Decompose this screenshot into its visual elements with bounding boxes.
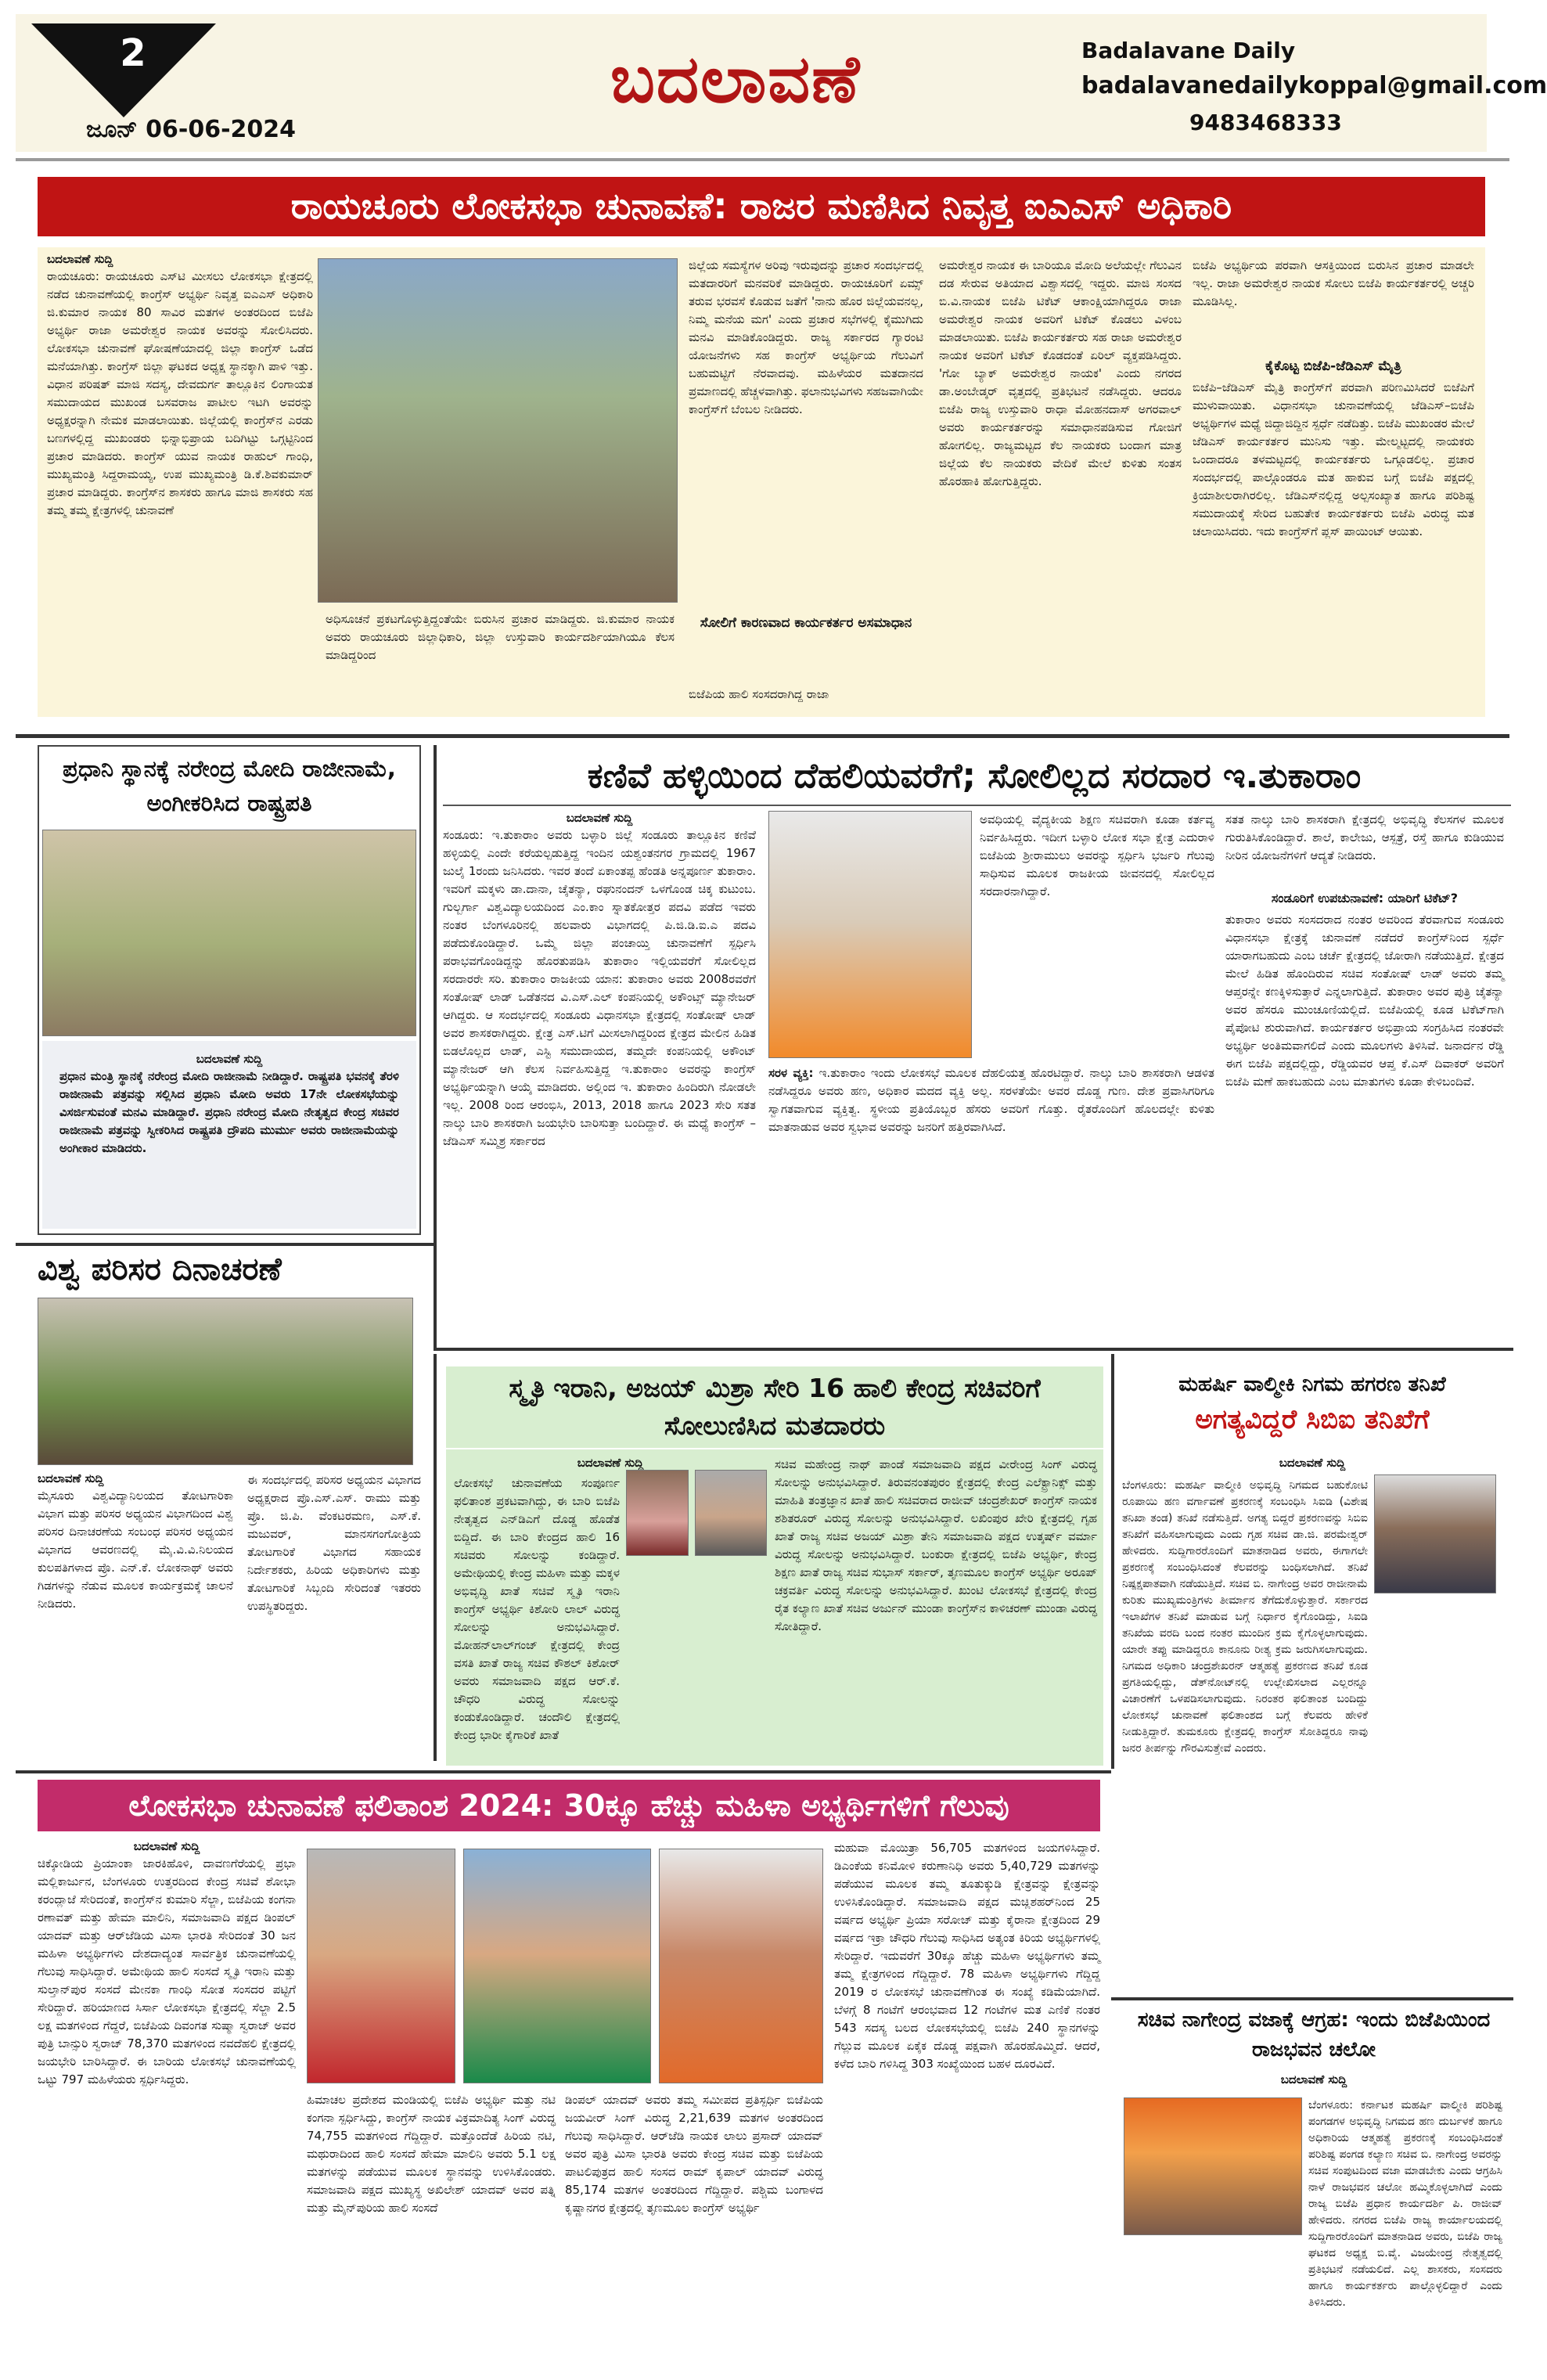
story-raichur-text3: ಜಿಲ್ಲೆಯ ಸಮಸ್ಯೆಗಳ ಅರಿವು ಇರುವುದನ್ನು ಪ್ರಚಾರ ಸಂದರ್ಭದಲ್ಲಿ ಮತದಾರರಿಗೆ ಮನವರಿಕೆ ಮಾಡಿದ್ದರು. ರಾಯಚೂರಿಗೆ ಏಮ್ಸ್ ತರುವ ಭರವಸೆ ಕೊಡುವ ಜತೆಗೆ 'ನಾನು ಹೊರ ಜಿಲ್ಲೆಯವನಲ್ಲ, ನಿಮ್ಮ ಮನೆಯ ಮಗ' ಎಂದು ಪ್ರಚಾರ ಸಭೆಗಳಲ್ಲಿ ಕೈಮುಗಿದು ಮನವಿ ಮಾಡಿಕೊಂಡಿದ್ದರು. ರಾಜ್ಯ ಸರ್ಕಾರದ ಗ್ಯಾರಂಟಿ ಯೋಜನೆಗಳು ಸಹ ಕಾಂಗ್ರೆಸ್ ಅಭ್ಯರ್ಥಿಯ ಗೆಲುವಿಗೆ ಬಹುಮಟ್ಟಿಗೆ ನೆರವಾದವು. ಮಹಿಳೆಯರ ಮತದಾನದ ಪ್ರಮಾಣದಲ್ಲಿ ಹೆಚ್ಚಳವಾಗಿತ್ತು. ಫಲಾನುಭವಿಗಳು ಸಹಜವಾಗಿಯೇ ಕಾಂಗ್ರೆಸ್‌ಗೆ ಬೆಂಬಲ ನೀಡಿದರು. — [689, 258, 923, 416]
story-modi-body — [42, 1041, 416, 1229]
story-women-col1 — [38, 1839, 296, 2371]
newspaper-logo: ಬದಲಾವಣೆ — [610, 41, 862, 117]
story-modi-headline: ಪ್ರಧಾನಿ ಸ್ಥಾನಕ್ಕೆ ನರೇಂದ್ರ ಮೋದಿ ರಾಜೀನಾಮೆ, ಅಂಗೀಕರಿಸಿದ ರಾಷ್ಟ್ರಪತಿ — [63, 755, 396, 816]
story-tukaram-subhead: ಸಂಡೂರಿಗೆ ಉಪಚುನಾವಣೆ: ಯಾರಿಗೆ ಟಿಕೆಟ್? — [1271, 891, 1459, 906]
story-nagendra-text-b — [1124, 2240, 1502, 2373]
story-smriti-text2: ಸಚಿವ ಮಹೇಂದ್ರ ನಾಥ್ ಪಾಂಡೆ ಸಮಾಜವಾದಿ ಪಕ್ಷದ ವೀರೇಂದ್ರ ಸಿಂಗ್ ವಿರುದ್ಧ ಸೋಲನ್ನು ಅನುಭವಿಸಿದ್ದಾರೆ. ತಿರುವನಂತಪುರಂ ಕ್ಷೇತ್ರದಲ್ಲಿ ಕೇಂದ್ರ ಎಲೆಕ್ಟ್ರಾನಿಕ್ಸ್ ಮತ್ತು ಮಾಹಿತಿ ತಂತ್ರಜ್ಞಾನ ಖಾತೆ ಹಾಲಿ ಸಚಿವರಾದ ರಾಜೀವ್ ಚಂದ್ರಶೇಖರ್ ಕಾಂಗ್ರೆಸ್ ನಾಯಕ ಶಶಿತರೂರ್ ವಿರುದ್ಧ ಸೋಲನ್ನು ಅನುಭವಿಸಿದ್ದಾರೆ. ಲಖಿಂಪುರ ಖೇರಿ ಕ್ಷೇತ್ರದಲ್ಲಿ ಗೃಹ ಖಾತೆ ರಾಜ್ಯ ಸಚಿವ ಅಜಯ್ ಮಿಶ್ರಾ ತೇನಿ ಸಮಾಜವಾದಿ ಪಕ್ಷದ ಉತ್ಕರ್ಷ್ ವರ್ಮಾ ವಿರುದ್ಧ ಸೋಲನ್ನು ಅನುಭವಿಸಿದ್ದಾರೆ. ಬಂಕುರಾ ಕ್ಷೇತ್ರದಲ್ಲಿ ಬಿಜೆಪಿ ಅಭ್ಯರ್ಥಿ, ಕೇಂದ್ರ ಶಿಕ್ಷಣ ಖಾತೆ ರಾಜ್ಯ ಸಚಿವ ಸುಭಾಸ್ ಸರ್ಕಾರ್, ತೃಣಮೂಲ ಕಾಂಗ್ರೆಸ್ ಅಭ್ಯರ್ಥಿ ಅರೂಪ್ ಚಕ್ರವರ್ತಿ ವಿರುದ್ಧ ಸೋಲನ್ನು ಅನುಭವಿಸಿದ್ದಾರೆ. ಖುಂಟಿ ಲೋಕಸಭೆ ಕ್ಷೇತ್ರದಲ್ಲಿ ಕೇಂದ್ರ ರೈತ ಕಲ್ಯಾಣ ಖಾತೆ ಸಚಿವ ಅರ್ಜುನ್ ಮುಂಡಾ ಕಾಂಗ್ರೆಸ್‌ನ ಕಾಳಿಚರಣ್ ಮುಂಡಾ ವಿರುದ್ಧ ಸೋತಿದ್ದಾರೆ. — [775, 1457, 1097, 1633]
byline: ಬದಲಾವಣೆ ಸುದ್ದಿ — [1280, 2072, 1347, 2087]
story-women-text2: ಹಿಮಾಚಲ ಪ್ರದೇಶದ ಮಂಡಿಯಲ್ಲಿ ಬಿಜೆಪಿ ಅಭ್ಯರ್ಥಿ ಮತ್ತು ನಟಿ ಕಂಗನಾ ಸ್ಪರ್ಧಿಸಿದ್ದು, ಕಾಂಗ್ರೆಸ್ ನಾಯಕ ವಿಕ್ರಮಾದಿತ್ಯ ಸಿಂಗ್ ವಿರುದ್ಧ 74,755 ಮತಗಳಿಂದ ಗೆದ್ದಿದ್ದಾರೆ. ಮತ್ತೊಂದೆಡೆ ಹಿರಿಯ ನಟಿ, ಮಥುರಾದಿಂದ ಹಾಲಿ ಸಂಸದೆ ಹೇಮಾ ಮಾಲಿನಿ ಅವರು 5.1 ಲಕ್ಷ ಮತಗಳನ್ನು ಪಡೆಯುವ ಮೂಲಕ ಸ್ಥಾನವನ್ನು ಉಳಿಸಿಕೊಂಡರು. ಸಮಾಜವಾದಿ ಪಕ್ಷದ ಮುಖ್ಯಸ್ಥ ಅಖಿಲೇಶ್ ಯಾದವ್ ಅವರ ಪತ್ನಿ ಮತ್ತು ಮೈನ್‌ಪುರಿಯ ಹಾಲಿ ಸಂಸದೆ — [307, 2093, 556, 2215]
woman-mp-photo-1 — [307, 1849, 455, 2083]
story-environment-text2: ಈ ಸಂದರ್ಭದಲ್ಲಿ ಪರಿಸರ ಅಧ್ಯಯನ ವಿಭಾಗದ ಅಧ್ಯಕ್ಷರಾದ ಪ್ರೊ.ಎಸ್.ಎಸ್. ರಾಮು ಮತ್ತು ಪ್ರೊ. ಜಿ.ಪಿ. ವೆಂಕಟರಮಣ, ಎಸ್.ಕೆ. ಮಜುವರ್, ಮಾನಸಗಂಗೋತ್ರಿಯ ತೋಟಗಾರಿಕೆ ವಿಭಾಗದ ಸಹಾಯಕ ನಿರ್ದೇಶಕರು, ಹಿರಿಯ ಅಧಿಕಾರಿಗಳು ಮತ್ತು ತೋಟಗಾರಿಕೆ ಸಿಬ್ಬಂದಿ ಸೇರಿದಂತೆ ಇತರರು ಉಪಸ್ಥಿತರಿದ್ದರು. — [247, 1473, 421, 1613]
byline: ಬದಲಾವಣೆ ಸುದ್ದಿ — [566, 811, 633, 825]
headline-underline — [443, 805, 1511, 806]
story-environment-text1: ಮೈಸೂರು ವಿಶ್ವವಿದ್ಯಾನಿಲಯದ ತೋಟಗಾರಿಕಾ ವಿಭಾಗ ಮತ್ತು ಪರಿಸರ ಅಧ್ಯಯನ ವಿಭಾಗದಿಂದ ವಿಶ್ವ ಪರಿಸರ ದಿನಾಚರಣೆಯ ಸಂಬಂಧ ಪರಿಸರ ಅಧ್ಯಯನ ವಿಭಾಗದ ಆವರಣದಲ್ಲಿ ಮೈ.ವಿ.ವಿ.ನಿಲಯದ ಕುಲಪತಿಗಳಾದ ಪ್ರೊ. ಎನ್.ಕೆ. ಲೋಕನಾಥ್ ಅವರು ಗಿಡಗಳನ್ನು ನೆಡುವ ಮೂಲಕ ಕಾರ್ಯಕ್ರಮಕ್ಕೆ ಚಾಲನೆ ನೀಡಿದರು. — [38, 1489, 233, 1611]
section-divider — [1111, 1997, 1513, 2000]
byline: ಬದಲಾವಣೆ ಸುದ್ದಿ — [38, 1471, 104, 1485]
story-tukaram-text2b-body: ಇ.ತುಕಾರಾಂ ಇಂದು ಲೋಕಸಭೆ ಮೂಲಕ ದೆಹಲಿಯತ್ತ ಹೊರಟಿದ್ದಾರೆ. ನಾಲ್ಕು ಬಾರಿ ಶಾಸಕರಾಗಿ ಆಡಳಿತ ನಡೆಸಿದ್ದರೂ ಅವರು ಹಣ, ಅಧಿಕಾರ ಮದದ ವ್ಯಕ್ತಿ ಅಲ್ಲ. ಸರಳತೆಯೇ ಅವರ ದೊಡ್ಡ ಗುಣ. ದೇಶ ಪ್ರವಾಸಿಗರಿಗೂ ಸ್ವಾಗತವಾಗುವ ವ್ಯಕ್ತಿತ್ವ. ಸ್ಥಳೀಯ ಪ್ರತಿಯೊಬ್ಬರ ಹೆಸರು ಅವರಿಗೆ ಗೊತ್ತು. ರೈತರೊಂದಿಗೆ ಹೊಲದಲ್ಲೇ ಕುಳಿತು ಮಾತನಾಡುವ ಅವರ ಸ್ವಭಾವ ಅವರನ್ನು ಜನರಿಗೆ ಹತ್ತಿರವಾಗಿಸಿದೆ. — [768, 1066, 1214, 1134]
story-tukaram-text3: ಸತತ ನಾಲ್ಕು ಬಾರಿ ಶಾಸಕರಾಗಿ ಕ್ಷೇತ್ರದಲ್ಲಿ ಅಭಿವೃದ್ಧಿ ಕೆಲಸಗಳ ಮೂಲಕ ಗುರುತಿಸಿಕೊಂಡಿದ್ದಾರೆ. ಶಾಲೆ, ಕಾಲೇಜು, ಆಸ್ಪತ್ರೆ, ರಸ್ತೆ ಹಾಗೂ ಕುಡಿಯುವ ನೀರಿನ ಯೋಜನೆಗಳಿಗೆ ಆದ್ಯತೆ ನೀಡಿದರು. — [1225, 812, 1504, 862]
masthead-divider — [16, 158, 1509, 161]
story-tukaram-col3 — [1225, 811, 1504, 1351]
story-women-text3: ಡಿಂಪಲ್ ಯಾದವ್ ಅವರು ತಮ್ಮ ಸಮೀಪದ ಪ್ರತಿಸ್ಪರ್ಧಿ ಬಿಜೆಪಿಯ ಜಯವೀರ್ ಸಿಂಗ್ ವಿರುದ್ಧ 2,21,639 ಮತಗಳ ಅಂತರದಿಂದ ಗೆಲುವು ಸಾಧಿಸಿದ್ದಾರೆ. ಆರ್‌ಜೆಡಿ ನಾಯಕ ಲಾಲು ಪ್ರಸಾದ್ ಯಾದವ್ ಅವರ ಪುತ್ರಿ ಮಿಸಾ ಭಾರತಿ ಅವರು ಕೇಂದ್ರ ಸಚಿವ ಮತ್ತು ಬಿಜೆಪಿಯ ಪಾಟಲಿಪುತ್ರದ ಹಾಲಿ ಸಂಸದ ರಾಮ್ ಕೃಪಾಲ್ ಯಾದವ್ ವಿರುದ್ಧ 85,174 ಮತಗಳ ಅಂತರದಿಂದ ಗೆದ್ದಿದ್ದಾರೆ. ಪಶ್ಚಿಮ ಬಂಗಾಳದ ಕೃಷ್ಣಾನಗರ ಕ್ಷೇತ್ರದಲ್ಲಿ ತೃಣಮೂಲ ಕಾಂಗ್ರೆಸ್ ಅಭ್ಯರ್ಥಿ — [565, 2093, 823, 2215]
column-divider — [434, 1354, 437, 1761]
story-women-headline: ಲೋಕಸಭಾ ಚುನಾವಣೆ ಫಲಿತಾಂಶ 2024: 30ಕ್ಕೂ ಹೆಚ್ಚು ಮಹಿಳಾ ಅಭ್ಯರ್ಥಿಗಳಿಗೆ ಗೆಲುವು — [38, 1780, 1100, 1831]
rajeev-chandrasekhar-photo — [695, 1470, 767, 1556]
story-environment-col1 — [38, 1471, 233, 1753]
story-tukaram-text3b: ತುಕಾರಾಂ ಅವರು ಸಂಸದರಾದ ನಂತರ ಅವರಿಂದ ತೆರವಾಗುವ ಸಂಡೂರು ವಿಧಾನಸಭಾ ಕ್ಷೇತ್ರಕ್ಕೆ ಚುನಾವಣೆ ನಡೆದರೆ ಕಾಂಗ್ರೆಸ್‌ನಿಂದ ಸ್ಪರ್ಧೆ ಯಾರಾಗಬಹುದು ಎಂಬ ಚರ್ಚೆ ಕ್ಷೇತ್ರದಲ್ಲಿ ಜೋರಾಗಿ ನಡೆಯುತ್ತಿದೆ. ಕ್ಷೇತ್ರದ ಮೇಲೆ ಹಿಡಿತ ಹೊಂದಿರುವ ಸಚಿವ ಸಂತೋಷ್ ಲಾಡ್ ಅವರು ತಮ್ಮ ಆಪ್ತರನ್ನೇ ಕಣಕ್ಕಿಳಿಸುತ್ತಾರೆ ಎನ್ನಲಾಗುತ್ತಿದೆ. ತುಕಾರಾಂ ಅವರ ಪುತ್ರಿ ಚೈತನ್ಯಾ ಅವರ ಹೆಸರೂ ಮುಂಚೂಣಿಯಲ್ಲಿದೆ. ಬಿಜೆಪಿಯಲ್ಲಿ ಕೂಡ ಟಿಕೆಟ್‌ಗಾಗಿ ಪೈಪೋಟಿ ಶುರುವಾಗಿದೆ. ಕಾರ್ಯಕರ್ತರ ಅಭಿಪ್ರಾಯ ಸಂಗ್ರಹಿಸಿದ ನಂತರವೇ ಅಭ್ಯರ್ಥಿ ಅಂತಿಮವಾಗಲಿದೆ ಎಂದು ಮೂಲಗಳು ತಿಳಿಸಿವೆ. ಜನಾರ್ದನ ರೆಡ್ಡಿ ಈಗ ಬಿಜೆಪಿ ಪಕ್ಷದಲ್ಲಿದ್ದು, ರೆಡ್ಡಿಯವರ ಆಪ್ತ ಕೆ.ಎಸ್ ದಿವಾಕರ್ ಅವರಿಗೆ ಬಿಜೆಪಿ ಮಣೆ ಹಾಕಬಹುದು ಎಂಬ ಮಾತುಗಳು ಕೂಡಾ ಕೇಳಿಬಂದಿವೆ. — [1225, 913, 1504, 1089]
column-divider — [434, 745, 437, 1348]
story-smriti-text1a: ಲೋಕಸಭೆ ಚುನಾವಣೆಯ ಸಂಪೂರ್ಣ ಫಲಿತಾಂಶ ಪ್ರಕಟವಾಗಿದ್ದು, ಈ ಬಾರಿ ಬಿಜೆಪಿ ನೇತೃತ್ವದ ಎನ್‌ಡಿಎಗೆ ದೊಡ್ಡ ಹೊಡೆತ ಬಿದ್ದಿದೆ. ಈ ಬಾರಿ ಕೇಂದ್ರದ ಹಾಲಿ 16 ಸಚಿವರು ಸೋಲನ್ನು ಕಂಡಿದ್ದಾರೆ. ಅಮೇಥಿಯಲ್ಲಿ ಕೇಂದ್ರ ಮಹಿಳಾ ಮತ್ತು ಮಕ್ಕಳ ಅಭಿವೃದ್ಧಿ ಖಾತೆ ಸಚಿವೆ ಸ್ಮೃತಿ ಇರಾನಿ ಕಾಂಗ್ರೆಸ್ ಅಭ್ಯರ್ಥಿ ಕಿಶೋರಿ ಲಾಲ್ ವಿರುದ್ಧ ಸೋಲನ್ನು ಅನುಭವಿಸಿದ್ದಾರೆ. ಮೋಹನ್‌ಲಾಲ್‌ಗಂಜ್ ಕ್ಷೇತ್ರದಲ್ಲಿ ಕೇಂದ್ರ ವಸತಿ ಖಾತೆ ರಾಜ್ಯ ಸಚಿವ ಕೌಶಲ್ ಕಿಶೋರ್ ಅವರು ಸಮಾಜವಾದಿ ಪಕ್ಷದ ಆರ್.ಕೆ. ಚೌಧರಿ ವಿರುದ್ಧ ಸೋಲನ್ನು ಕಂಡುಕೊಂಡಿದ್ದಾರೆ. ಚಂದೌಲಿ ಕ್ಷೇತ್ರದಲ್ಲಿ ಕೇಂದ್ರ ಭಾರೀ ಕೈಗಾರಿಕೆ ಖಾತೆ — [454, 1476, 620, 1742]
story-raichur-text5: ಬಿಜೆಪಿ ಅಭ್ಯರ್ಥಿಯ ಪರವಾಗಿ ಆಸಕ್ತಿಯಿಂದ ಬಿರುಸಿನ ಪ್ರಚಾರ ಮಾಡಲೇ ಇಲ್ಲ. ರಾಜಾ ಅಮರೇಶ್ವರ ನಾಯಕ ಸೋಲು ಬಿಜೆಪಿ ಕಾರ್ಯಕರ್ತರಲ್ಲಿ ಅಚ್ಚರಿ ಮೂಡಿಸಿಲ್ಲ. — [1193, 258, 1474, 308]
parameshwar-photo — [1374, 1474, 1496, 1593]
story-raichur-subhead2: ಕೈಕೊಟ್ಟ ಬಿಜೆಪಿ-ಜೆಡಿಎಸ್ ಮೈತ್ರಿ — [1265, 358, 1401, 374]
issue-date: ಜೂನ್ 06-06-2024 — [86, 116, 297, 143]
story-valmiki-text-b — [1122, 1598, 1499, 1989]
story-tukaram-text1: ಸಂಡೂರು: ಇ.ತುಕಾರಾಂ ಅವರು ಬಳ್ಳಾರಿ ಜಿಲ್ಲೆ ಸಂಡೂರು ತಾಲ್ಲೂಕಿನ ಕಣಿವೆ ಹಳ್ಳಿಯಲ್ಲಿ ಎಂದೇ ಕರೆಯಲ್ಪಡುತ್ತಿದ್ದ ಇಂದಿನ ಯಶ್ವಂತನಗರ ಗ್ರಾಮದಲ್ಲಿ 1967 ಜುಲೈ 1ರಂದು ಜನಿಸಿದರು. ಇವರ ತಂದೆ ಏಕಾಂತಪ್ಪ ಹೆಂಡತಿ ಅನ್ನಪೂರ್ಣ ತುಕಾರಾಂ. ಇವರಿಗೆ ಮಕ್ಕಳು ಡಾ.ದಾನಾ, ಚೈತನ್ಯಾ, ರಘುನಂದನ್ ಒಳಗೊಂಡ ಚಿಕ್ಕ ಕುಟುಂಬ. ಗುಲ್ಬರ್ಗಾ ವಿಶ್ವವಿದ್ಯಾಲಯದಿಂದ ಎಂ.ಕಾಂ ಸ್ನಾತಕೋತ್ತರ ಪದವಿ ಪಡೆದ ಇವರು ನಂತರ ಬೆಂಗಳೂರಿನಲ್ಲಿ ಹಲವಾರು ವಿಭಾಗದಲ್ಲಿ ಪಿ.ಜಿ.ಡಿ.ಐ.ಎ ಪದವಿ ಪಡೆದುಕೊಂಡಿದ್ದಾರೆ. ಒಮ್ಮೆ ಜಿಲ್ಲಾ ಪಂಚಾಯ್ತಿ ಚುನಾವಣೆಗೆ ಸ್ಪರ್ಧಿಸಿ ಪರಾಭವಗೊಂಡಿದ್ದನ್ನು ಹೊರತುಪಡಿಸಿ ತುಕಾರಾಂ ಇಲ್ಲಿಯವರೆಗೆ ಸೋಲಿಲ್ಲದ ಸರದಾರರೇ ಸರಿ. ತುಕಾರಾಂ ರಾಜಕೀಯ ಯಾನ: ತುಕಾರಾಂ ಅವರು 2008ರವರೆಗೆ ಸಂತೋಷ್ ಲಾಡ್ ಒಡೆತನದ ವಿ.ಎಸ್.ಎಲ್ ಕಂಪನಿಯಲ್ಲಿ ಅಕೌಂಟ್ಸ್ ಮ್ಯಾನೇಜರ್ ಆಗಿದ್ದರು. ಆ ಸಂದರ್ಭದಲ್ಲಿ ಸಂಡೂರು ವಿಧಾನಸಭಾ ಕ್ಷೇತ್ರದಲ್ಲಿ ಸಂತೋಷ್ ಲಾಡ್ ಅವರ ಶಾಸಕರಾಗಿದ್ದರು. ಕ್ಷೇತ್ರ ಎಸ್‌.ಟಿಗೆ ಮೀಸಲಾಗಿದ್ದರಿಂದ ಕ್ಷೇತ್ರದ ಮೇಲಿನ ಹಿಡಿತ ಬಿಡಲೊಲ್ಲದ ಲಾಡ್, ಎಸ್ಟಿ ಸಮುದಾಯದ, ತಮ್ಮದೇ ಕಂಪನಿಯಲ್ಲಿ ಅಕೌಂಟ್ ಮ್ಯಾನೇಜರ್ ಆಗಿ ಕೆಲಸ ನಿರ್ವಹಿಸುತ್ತಿದ್ದ ಇ.ತುಕಾರಾಂ ಅವರನ್ನು ಕಾಂಗ್ರೆಸ್ ಅಭ್ಯರ್ಥಿಯನ್ನಾಗಿ ಆಯ್ಕೆ ಮಾಡಿದರು. ಅಲ್ಲಿಂದ ಇ. ತುಕಾರಾಂ ಹಿಂದಿರುಗಿ ನೋಡಲೇ ಇಲ್ಲ. 2008 ರಿಂದ ಆರಂಭಿಸಿ, 2013, 2018 ಹಾಗೂ 2023 ಸೇರಿ ಸತತ ನಾಲ್ಕು ಬಾರಿ ಶಾಸಕರಾಗಿ ಜಯಭೇರಿ ಬಾರಿಸುತ್ತಾ ಬಂದಿದ್ದಾರೆ. ಈ ಮಧ್ಯೆ ಕಾಂಗ್ರೆಸ್ – ಜೆಡಿಎಸ್ ಸಮ್ಮಿಶ್ರ ಸರ್ಕಾರದ — [443, 828, 756, 1148]
brand-name: Badalavane Daily — [1081, 38, 1296, 63]
story-raichur-caption: ಅಧಿಸೂಚನೆ ಪ್ರಕಟಗೊಳ್ಳುತ್ತಿದ್ದಂತೆಯೇ ಬಿರುಸಿನ ಪ್ರಚಾರ ಮಾಡಿದ್ದರು. ಜಿ.ಕುಮಾರ ನಾಯಕ ಅವರು ರಾಯಚೂರು ಜಿಲ್ಲಾಧಿಕಾರಿ, ಜಿಲ್ಲಾ ಉಸ್ತುವಾರಿ ಕಾರ್ಯದರ್ಶಿಯಾಗಿಯೂ ಕೆಲಸ ಮಾಡಿದ್ದರಿಂದ — [326, 612, 675, 662]
raichur-victory-photo — [318, 258, 678, 603]
byline: ಬದಲಾವಣೆ ಸುದ್ದಿ — [47, 252, 113, 266]
woman-mp-photo-3 — [659, 1849, 823, 2083]
story-tukaram-text2b — [768, 1064, 1214, 1346]
environment-tree-planting-photo — [38, 1298, 413, 1465]
story-raichur-text4: ಅಮರೇಶ್ವರ ನಾಯಕ ಈ ಬಾರಿಯೂ ಮೋದಿ ಅಲೆಯಲ್ಲೇ ಗೆಲುವಿನ ದಡ ಸೇರುವ ಅತಿಯಾದ ವಿಶ್ವಾಸದಲ್ಲಿ ಇದ್ದರು. ಮಾಜಿ ಸಂಸದ ಬಿ.ವಿ.ನಾಯಕ ಬಿಜೆಪಿ ಟಿಕೆಟ್ ಆಕಾಂಕ್ಷಿಯಾಗಿದ್ದರೂ ರಾಜಾ ಅಮರೇಶ್ವರ ನಾಯಕ ಅವರಿಗೆ ಟಿಕೆಟ್ ಕೊಡಲು ವಿಳಂಬ ಮಾಡಲಾಯಿತು. ಬಿಜೆಪಿ ಕಾರ್ಯಕರ್ತರು ಸಹ ರಾಜಾ ಅಮರೇಶ್ವರ ನಾಯಕ ಅವರಿಗೆ ಟಿಕೆಟ್ ಕೊಡದಂತೆ ಏರಿಲ್‌ ವ್ಯಕ್ತಪಡಿಸಿದ್ದರು. 'ಗೋ ಬ್ಯಾಕ್ ಅಮರೇಶ್ವರ ನಾಯಕ' ಎಂದು ನಗರದ ಡಾ.ಅಂಬೇಡ್ಕರ್ ವೃತ್ತದಲ್ಲಿ ಪ್ರತಿಭಟನೆ ನಡೆಸಿದ್ದರು. ಆದರೂ ಬಿಜೆಪಿ ರಾಜ್ಯ ಉಸ್ತುವಾರಿ ರಾಧಾ ಮೋಹನದಾಸ್ ಅಗರವಾಲ್ ಅವರು ಕಾರ್ಯಕರ್ತರನ್ನು ಸಮಾಧಾನಪಡಿಸುವ ಗೋಜಿಗೆ ಹೋಗಲಿಲ್ಲ. ರಾಜ್ಯಮಟ್ಟದ ಕೆಲ ನಾಯಕರು ಬಂದಾಗ ಮಾತ್ರ ಜಿಲ್ಲೆಯ ಕೆಲ ನಾಯಕರು ವೇದಿಕೆ ಮೇಲೆ ಕುಳಿತು ಸಂತಸ ಹೊರಹಾಕಿ ಹೋಗುತ್ತಿದ್ದರು. — [939, 258, 1182, 488]
byline: ಬದಲಾವಣೆ ಸುದ್ದಿ — [1279, 1456, 1346, 1470]
story-nagendra-headline: ಸಚಿವ ನಾಗೇಂದ್ರ ವಜಾಕ್ಕೆ ಆಗ್ರಹ: ಇಂದು ಬಿಜೆಪಿಯಿಂದ ರಾಜಭವನ ಚಲೋ — [1137, 2008, 1491, 2061]
story-women-text1: ಚಿಕ್ಕೋಡಿಯ ಪ್ರಿಯಾಂಕಾ ಜಾರಕಿಹೊಳಿ, ದಾವಣಗೆರೆಯಲ್ಲಿ ಪ್ರಭಾ ಮಲ್ಲಿಕಾರ್ಜುನ, ಬೆಂಗಳೂರು ಉತ್ತರದಿಂದ ಕೇಂದ್ರ ಸಚಿವೆ ಶೋಭಾ ಕರಂದ್ಲಾಜೆ ಸೇರಿದಂತೆ, ಕಾಂಗ್ರೆಸ್‌ನ ಕುಮಾರಿ ಸೆಲ್ಜಾ, ಬಿಜೆಪಿಯ ಕಂಗನಾ ರಣಾವತ್ ಮತ್ತು ಹೇಮಾ ಮಾಲಿನಿ, ಸಮಾಜವಾದಿ ಪಕ್ಷದ ಡಿಂಪಲ್ ಯಾದವ್ ಮತ್ತು ಆರ್‌ಜೆಡಿಯ ಮಿಸಾ ಭಾರತಿ ಸೇರಿದಂತೆ 30 ಜನ ಮಹಿಳಾ ಅಭ್ಯರ್ಥಿಗಳು ದೇಶದಾದ್ಯಂತ ಸಾರ್ವತ್ರಿಕ ಚುನಾವಣೆಯಲ್ಲಿ ಗೆಲುವು ಸಾಧಿಸಿದ್ದಾರೆ. ಅಮೇಥಿಯ ಹಾಲಿ ಸಂಸದೆ ಸ್ಮೃತಿ ಇರಾನಿ ಮತ್ತು ಸುಲ್ತಾನ್‌ಪುರ ಸಂಸದೆ ಮೇನಕಾ ಗಾಂಧಿ ಸೋತ ಸಂಸದರ ಪಟ್ಟಿಗೆ ಸೇರಿದ್ದಾರೆ. ಹರಿಯಾಣದ ಸಿರ್ಸಾ ಲೋಕಸಭಾ ಕ್ಷೇತ್ರದಲ್ಲಿ ಸೆಲ್ಜಾ 2.5 ಲಕ್ಷ ಮತಗಳಿಂದ ಗೆದ್ದರೆ, ಬಿಜೆಪಿಯ ದಿವಂಗತ ಸುಷ್ಮಾ ಸ್ವರಾಜ್ ಅವರ ಪುತ್ರಿ ಬಾನ್ಸುರಿ ಸ್ವರಾಜ್ 78,370 ಮತಗಳಿಂದ ನವದೆಹಲಿ ಕ್ಷೇತ್ರದಲ್ಲಿ ಜಯಭೇರಿ ಬಾರಿಸಿದ್ದಾರೆ. ಈ ಬಾರಿಯ ಲೋಕಸಭೆ ಚುನಾವಣೆಯಲ್ಲಿ ಒಟ್ಟು 797 ಮಹಿಳೆಯರು ಸ್ಪರ್ಧಿಸಿದ್ದರು. — [38, 1856, 296, 2087]
story-tukaram-col1 — [443, 811, 756, 1351]
byline: ಬದಲಾವಣೆ ಸುದ್ದಿ — [133, 1839, 200, 1853]
tukaram-portrait-photo — [768, 811, 972, 1058]
story-raichur-headline: ರಾಯಚೂರು ಲೋಕಸಭಾ ಚುನಾವಣೆ: ರಾಜರ ಮಣಿಸಿದ ನಿವೃತ್ತ ಐಎಎಸ್ ಅಧಿಕಾರಿ — [38, 177, 1485, 236]
story-valmiki-text-a: ಬೆಂಗಳೂರು: ಮಹರ್ಷಿ ವಾಲ್ಮೀಕಿ ಅಭಿವೃದ್ಧಿ ನಿಗಮದ ಬಹುಕೋಟಿ ರೂಪಾಯಿ ಹಣ ವರ್ಗಾವಣೆ ಪ್ರಕರಣಕ್ಕೆ ಸಂಬಂಧಿಸಿ ಸಿಐಡಿ (ವಿಶೇಷ ತನಿಖಾ ತಂಡ) ತನಿಖೆ ನಡೆಸುತ್ತಿದೆ. ಅಗತ್ಯ ಬಿದ್ದರೆ ಪ್ರಕರಣವನ್ನು ಸಿಬಿಐ ತನಿಖೆಗೆ ವಹಿಸಲಾಗುವುದು ಎಂದು ಗೃಹ ಸಚಿವ ಡಾ.ಜಿ. ಪರಮೇಶ್ವರ್ ಹೇಳಿದರು. ಸುದ್ದಿಗಾರರೊಂದಿಗೆ ಮಾತನಾಡಿದ ಅವರು, ಈಗಾಗಲೇ ಪ್ರಕರಣಕ್ಕೆ ಸಂಬಂಧಿಸಿದಂತೆ ಕೆಲವರನ್ನು ಬಂಧಿಸಲಾಗಿದೆ. ತನಿಖೆ ನಿಷ್ಪಕ್ಷಪಾತವಾಗಿ ನಡೆಯುತ್ತಿದೆ. ಸಚಿವ ಬಿ. ನಾಗೇಂದ್ರ ಅವರ ರಾಜೀನಾಮೆ ಕುರಿತು ಮುಖ್ಯಮಂತ್ರಿಗಳು ತೀರ್ಮಾನ ತೆಗೆದುಕೊಳ್ಳುತ್ತಾರೆ. ಸರ್ಕಾರದ ಇಲಾಖೆಗಳ ತನಿಖೆ ಮಾಡುವ ಬಗ್ಗೆ ನಿರ್ಧಾರ ಕೈಗೊಂಡಿದ್ದು, ಸಿಐಡಿ ತನಿಖೆಯ ವರದಿ ಬಂದ ನಂತರ ಮುಂದಿನ ಕ್ರಮ ಕೈಗೊಳ್ಳಲಾಗುವುದು. ಯಾರೇ ತಪ್ಪು ಮಾಡಿದ್ದರೂ ಕಾನೂನು ರೀತ್ಯ ಕ್ರಮ ಜರುಗಿಸಲಾಗುವುದು. ನಿಗಮದ ಅಧಿಕಾರಿ ಚಂದ್ರಶೇಖರನ್ ಆತ್ಮಹತ್ಯೆ ಪ್ರಕರಣದ ತನಿಖೆ ಕೂಡ ಪ್ರಗತಿಯಲ್ಲಿದ್ದು, ಡೆತ್‌ನೋಟ್‌ನಲ್ಲಿ ಉಲ್ಲೇಖಿಸಲಾದ ಎಲ್ಲರನ್ನೂ ವಿಚಾರಣೆಗೆ ಒಳಪಡಿಸಲಾಗುವುದು. ನಿರಂತರ ಫಲಿತಾಂಶ ಬಂದಿದ್ದು ಲೋಕಸಭೆ ಚುನಾವಣೆ ಫಲಿತಾಂಶದ ಬಗ್ಗೆ ಕೆಲವರು ಹೇಳಿಕೆ ನೀಡುತ್ತಿದ್ದಾರೆ. ತುಮಕೂರು ಕ್ಷೇತ್ರದಲ್ಲಿ ಕಾಂಗ್ರೆಸ್ ಸೋತಿದ್ದರೂ ನಾವು ಜನರ ತೀರ್ಪನ್ನು ಗೌರವಿಸುತ್ತೇವೆ ಎಂದರು. — [1122, 1479, 1368, 1755]
story-women-text4: ಮಹುವಾ ಮೊಯಿತ್ರಾ 56,705 ಮತಗಳಿಂದ ಜಯಗಳಿಸಿದ್ದಾರೆ. ಡಿಎಂಕೆಯ ಕನಿಮೋಳಿ ಕರುಣಾನಿಧಿ ಅವರು 5,40,729 ಮತಗಳನ್ನು ಪಡೆಯುವ ಮೂಲಕ ತಮ್ಮ ತೂತುಕ್ಕುಡಿ ಕ್ಷೇತ್ರವನ್ನು ಕ್ಷೇತ್ರವನ್ನು ಉಳಿಸಿಕೊಂಡಿದ್ದಾರೆ. ಸಮಾಜವಾದಿ ಪಕ್ಷದ ಮಚ್ಲಿಶಹರ್‌ನಿಂದ 25 ವರ್ಷದ ಅಭ್ಯರ್ಥಿ ಪ್ರಿಯಾ ಸರೋಜ್ ಮತ್ತು ಕೈರಾನಾ ಕ್ಷೇತ್ರದಿಂದ 29 ವರ್ಷದ ಇಕ್ರಾ ಚೌಧರಿ ಗೆಲುವು ಸಾಧಿಸಿದ ಅತ್ಯಂತ ಕಿರಿಯ ಅಭ್ಯರ್ಥಿಗಳಲ್ಲಿ ಸೇರಿದ್ದಾರೆ. ಇದುವರೆಗೆ 30ಕ್ಕೂ ಹೆಚ್ಚು ಮಹಿಳಾ ಅಭ್ಯರ್ಥಿಗಳು ತಮ್ಮ ತಮ್ಮ ಕ್ಷೇತ್ರಗಳಿಂದ ಗೆದ್ದಿದ್ದಾರೆ. 78 ಮಹಿಳಾ ಅಭ್ಯರ್ಥಿಗಳು ಗೆದ್ದಿದ್ದ 2019 ರ ಲೋಕಸಭೆ ಚುನಾವಣೆಗಿಂತ ಈ ಸಂಖ್ಯೆ ಕಡಿಮೆಯಾಗಿದೆ. ಬೆಳಗ್ಗೆ 8 ಗಂಟೆಗೆ ಆರಂಭವಾದ 12 ಗಂಟೆಗಳ ಮತ ಎಣಿಕೆ ನಂತರ 543 ಸದಸ್ಯ ಬಲದ ಲೋಕಸಭೆಯಲ್ಲಿ ಬಿಜೆಪಿ 240 ಸ್ಥಾನಗಳನ್ನು ಗೆಲ್ಲುವ ಮೂಲಕ ಏಕೈಕ ದೊಡ್ಡ ಪಕ್ಷವಾಗಿ ಹೊರಹೊಮ್ಮಿದೆ. ಆದರೆ, ಕಳೆದ ಬಾರಿ ಗಳಿಸಿದ್ದ 303 ಸಂಖ್ಯೆಯಿಂದ ಬಹಳ ದೂರವಿದೆ. — [834, 1841, 1100, 2071]
story-valmiki-headline1: ಮಹರ್ಷಿ ವಾಲ್ಮೀಕಿ ನಿಗಮ ಹಗರಣ ತನಿಖೆ — [1178, 1373, 1446, 1396]
page-number: 2 — [120, 31, 146, 75]
column-divider — [1111, 1354, 1114, 1769]
section-divider — [16, 1770, 1111, 1773]
story-smriti-text1b — [454, 1564, 767, 1761]
modi-president-photo — [42, 830, 416, 1036]
story-nagendra-text-a: ಬೆಂಗಳೂರು: ಕರ್ನಾಟಕ ಮಹರ್ಷಿ ವಾಲ್ಮೀಕಿ ಪರಿಶಿಷ್ಟ ಪಂಗಡಗಳ ಅಭಿವೃದ್ಧಿ ನಿಗಮದ ಹಣ ದುರ್ಬಳಕೆ ಹಾಗೂ ಅಧಿಕಾರಿಯ ಆತ್ಮಹತ್ಯೆ ಪ್ರಕರಣಕ್ಕೆ ಸಂಬಂಧಿಸಿದಂತೆ ಪರಿಶಿಷ್ಟ ಪಂಗಡ ಕಲ್ಯಾಣ ಸಚಿವ ಬಿ. ನಾಗೇಂದ್ರ ಅವರನ್ನು ಸಚಿವ ಸಂಪುಟದಿಂದ ವಜಾ ಮಾಡಬೇಕು ಎಂದು ಆಗ್ರಹಿಸಿ ನಾಳೆ ರಾಜಭವನ ಚಲೋ ಹಮ್ಮಿಕೊಳ್ಳಲಾಗಿದೆ ಎಂದು ರಾಜ್ಯ ಬಿಜೆಪಿ ಪ್ರಧಾನ ಕಾರ್ಯದರ್ಶಿ ಪಿ. ರಾಜೀವ್ ಹೇಳಿದರು. ನಗರದ ಬಿಜೆಪಿ ರಾಜ್ಯ ಕಾರ್ಯಾಲಯದಲ್ಲಿ ಸುದ್ದಿಗಾರರೊಂದಿಗೆ ಮಾತನಾಡಿದ ಅವರು, ಬಿಜೆಪಿ ರಾಜ್ಯ ಘಟಕದ ಅಧ್ಯಕ್ಷ ಬಿ.ವೈ. ವಿಜಯೇಂದ್ರ ನೇತೃತ್ವದಲ್ಲಿ ಪ್ರತಿಭಟನೆ ನಡೆಯಲಿದೆ. ಎಲ್ಲ ಶಾಸಕರು, ಸಂಸದರು ಹಾಗೂ ಕಾರ್ಯಕರ್ತರು ಪಾಲ್ಗೊಳ್ಳಲಿದ್ದಾರೆ ಎಂದು ತಿಳಿಸಿದರು. — [1308, 2099, 1502, 2309]
section-divider — [434, 1348, 1513, 1351]
bjp-protest-photo — [1124, 2097, 1302, 2235]
story-raichur-col1 — [47, 252, 313, 714]
story-raichur-subhead1: ಸೋಲಿಗೆ ಕಾರಣವಾದ ಕಾರ್ಯಕರ್ತರ ಅಸಮಾಧಾನ — [700, 615, 912, 631]
story-raichur-sub1-text: ಬಿಜೆಪಿಯ ಹಾಲಿ ಸಂಸದರಾಗಿದ್ದ ರಾಜಾ — [689, 687, 829, 701]
story-raichur-text5b: ಬಿಜೆಪಿ–ಜೆಡಿಎಸ್ ಮೈತ್ರಿ ಕಾಂಗ್ರೆಸ್‌ಗೆ ಪರವಾಗಿ ಪರಿಣಮಿಸಿದರೆ ಬಿಜೆಪಿಗೆ ಮುಳುವಾಯಿತು. ವಿಧಾನಸಭಾ ಚುನಾವಣೆಯಲ್ಲಿ ಜೆಡಿಎಸ್–ಬಿಜೆಪಿ ಅಭ್ಯರ್ಥಿಗಳ ಮಧ್ಯೆ ಜಿದ್ದಾಜಿದ್ದಿನ ಸ್ಪರ್ಧೆ ನಡೆದಿತ್ತು. ಬಿಜೆಪಿ ಮುಖಂಡರ ಮೇಲೆ ಜೆಡಿಎಸ್ ಕಾರ್ಯಕರ್ತರ ಮುನಿಸು ಇತ್ತು. ಮೇಲ್ಮಟ್ಟದಲ್ಲಿ ನಾಯಕರು ಒಂದಾದರೂ ತಳಮಟ್ಟದಲ್ಲಿ ಕಾರ್ಯಕರ್ತರು ಒಗ್ಗೂಡಲಿಲ್ಲ. ಪ್ರಚಾರ ಸಂದರ್ಭದಲ್ಲಿ ಪಾಲ್ಗೊಂಡರೂ ಮತ ಹಾಕುವ ಬಗ್ಗೆ ಬಿಜೆಪಿ ಪಕ್ಷದಲ್ಲಿ ಕ್ರಿಯಾಶೀಲರಾಗಿರಲಿಲ್ಲ. ಜೆಡಿಎಸ್‌ನಲ್ಲಿದ್ದ ಅಲ್ಪಸಂಖ್ಯಾತ ಹಾಗೂ ಪರಿಶಿಷ್ಟ ಸಮುದಾಯಕ್ಕೆ ಸೇರಿದ ಬಹುತೇಕ ಕಾರ್ಯಕರ್ತರು ಬಿಜೆಪಿ ವಿರುದ್ಧ ಮತ ಚಲಾಯಿಸಿದರು. ಇದು ಕಾಂಗ್ರೆಸ್‌ಗೆ ಪ್ಲಸ್ ಪಾಯಿಂಟ್ ಆಯಿತು. — [1193, 380, 1474, 538]
contact-email: badalavanedailykoppal@gmail.com — [1081, 72, 1547, 99]
story-modi-text: ಪ್ರಧಾನ ಮಂತ್ರಿ ಸ್ಥಾನಕ್ಕೆ ನರೇಂದ್ರ ಮೋದಿ ರಾಜೀನಾಮೆ ನೀಡಿದ್ದಾರೆ. ರಾಷ್ಟ್ರಪತಿ ಭವನಕ್ಕೆ ತೆರಳಿ ರಾಜೀನಾಮೆ ಪತ್ರವನ್ನು ಸಲ್ಲಿಸಿದ ಪ್ರಧಾನಿ ಮೋದಿ ಅವರು 17ನೇ ಲೋಕಸಭೆಯನ್ನು ವಿಸರ್ಜಿಸುವಂತೆ ಮನವಿ ಮಾಡಿದ್ದಾರೆ. ಪ್ರಧಾನಿ ನರೇಂದ್ರ ಮೋದಿ ನೇತೃತ್ವದ ಕೇಂದ್ರ ಸಚಿವರ ರಾಜೀನಾಮೆ ಪತ್ರವನ್ನು ಸ್ವೀಕರಿಸಿದ ರಾಷ್ಟ್ರಪತಿ ದ್ರೌಪದಿ ಮುರ್ಮು ಅವರು ರಾಜೀನಾಮೆಯನ್ನು ಅಂಗೀಕಾರ ಮಾಡಿದರು. — [59, 1069, 399, 1155]
byline: ಬದಲಾವಣೆ ಸುದ್ದಿ — [196, 1052, 263, 1066]
story-raichur-col5 — [1193, 257, 1474, 711]
section-divider — [16, 1243, 434, 1246]
story-tukaram-text2: ಅವಧಿಯಲ್ಲಿ ವೈದ್ಯಕೀಯ ಶಿಕ್ಷಣ ಸಚಿವರಾಗಿ ಕೂಡಾ ಕರ್ತವ್ಯ ನಿರ್ವಹಿಸಿದ್ದರು. ಇದೀಗ ಬಳ್ಳಾರಿ ಲೋಕ ಸಭಾ ಕ್ಷೇತ್ರ ಎದುರಾಳಿ ಬಿಜೆಪಿಯ ಶ್ರೀರಾಮುಲು ಅವರನ್ನು ಸ್ಪರ್ಧಿಸಿ ಭರ್ಜರಿ ಗೆಲುವು ಸಾಧಿಸುವ ಮೂಲಕ ರಾಜಕೀಯ ಜೀವನದಲ್ಲಿ ಸೋಲಿಲ್ಲದ ಸರದಾರನಾಗಿದ್ದಾರೆ. — [980, 812, 1214, 898]
story-smriti-headline: ಸ್ಮೃತಿ ಇರಾನಿ, ಅಜಯ್ ಮಿಶ್ರಾ ಸೇರಿ 16 ಹಾಲಿ ಕೇಂದ್ರ ಸಚಿವರಿಗೆ ಸೋಲುಣಿಸಿದ ಮತದಾರರು — [446, 1366, 1103, 1448]
story-valmiki-headline2: ಅಗತ್ಯವಿದ್ದರೆ ಸಿಬಿಐ ತನಿಖೆಗೆ — [1195, 1404, 1430, 1435]
smriti-irani-photo — [626, 1470, 689, 1556]
simple-person-label: ಸರಳ ವ್ಯಕ್ತಿ: — [768, 1066, 814, 1080]
contact-phone: 9483468333 — [1189, 110, 1342, 135]
story-environment-headline: ವಿಶ್ವ ಪರಿಸರ ದಿನಾಚರಣೆ — [38, 1251, 282, 1287]
section-divider — [16, 734, 1509, 738]
byline: ಬದಲಾವಣೆ ಸುದ್ದಿ — [577, 1456, 644, 1470]
story-tukaram-headline: ಕಣಿವೆ ಹಳ್ಳಿಯಿಂದ ದೆಹಲಿಯವರೆಗೆ; ಸೋಲಿಲ್ಲದ ಸರದಾರ ಇ.ತುಕಾರಾಂ — [587, 756, 1362, 796]
woman-mp-photo-2 — [463, 1849, 651, 2083]
story-raichur-text1: ರಾಯಚೂರು: ರಾಯಚೂರು ಎಸ್‌ಟಿ ಮೀಸಲು ಲೋಕಸಭಾ ಕ್ಷೇತ್ರದಲ್ಲಿ ನಡೆದ ಚುನಾವಣೆಯಲ್ಲಿ ಕಾಂಗ್ರೆಸ್ ಅಭ್ಯರ್ಥಿ ನಿವೃತ್ತ ಐಎಎಸ್ ಅಧಿಕಾರಿ ಜಿ.ಕುಮಾರ ನಾಯಕ 80 ಸಾವಿರ ಮತಗಳ ಅಂತರದಿಂದ ಬಿಜೆಪಿ ಅಭ್ಯರ್ಥಿ ರಾಜಾ ಅಮರೇಶ್ವರ ನಾಯಕ ಅವರನ್ನು ಸೋಲಿಸಿದರು. ಲೋಕಸಭಾ ಚುನಾವಣೆ ಘೋಷಣೆಯಾದಲ್ಲಿ ಜಿಲ್ಲಾ ಕಾಂಗ್ರೆಸ್ ಒಡೆದ ಮನೆಯಾಗಿತ್ತು. ಕಾಂಗ್ರೆಸ್ ಜಿಲ್ಲಾ ಘಟಕದ ಅಧ್ಯಕ್ಷ ಸ್ಥಾನಕ್ಕಾಗಿ ಪಾಳಿ ಇತ್ತು. ವಿಧಾನ ಪರಿಷತ್ ಮಾಜಿ ಸದಸ್ಯ, ದೇವದುರ್ಗ ತಾಲ್ಲೂಕಿನ ಲಿಂಗಾಯತ ಸಮುದಾಯದ ಮುಖಂಡ ಬಸವರಾಜ ಪಾಟೀಲ ಇಟಗಿ ಅವರನ್ನು ಅಧ್ಯಕ್ಷರನ್ನಾಗಿ ನೇಮಕ ಮಾಡಲಾಯಿತು. ಜಿಲ್ಲೆಯಲ್ಲಿ ಕಾಂಗ್ರೆಸ್‌ನ ಎರಡು ಬಣಗಳಲ್ಲಿದ್ದ ಮುಖಂಡರು ಭಿನ್ನಾಭಿಪ್ರಾಯ ಬದಿಗಿಟ್ಟು ಒಗ್ಗಟ್ಟಿನಿಂದ ಪ್ರಚಾರ ಮಾಡಿದರು. ಕಾಂಗ್ರೆಸ್ ಯುವ ನಾಯಕ ರಾಹುಲ್ ಗಾಂಧಿ, ಮುಖ್ಯಮಂತ್ರಿ ಸಿದ್ದರಾಮಯ್ಯ, ಉಪ ಮುಖ್ಯಮಂತ್ರಿ ಡಿ.ಕೆ.ಶಿವಕುಮಾರ್ ಪ್ರಚಾರ ಮಾಡಿದ್ದರು. ಕಾಂಗ್ರೆಸ್‌ನ ಶಾಸಕರು ಹಾಗೂ ಮಾಜಿ ಶಾಸಕರು ಸಹ ತಮ್ಮ ತಮ್ಮ ಕ್ಷೇತ್ರಗಳಲ್ಲಿ ಚುನಾವಣೆ — [47, 269, 313, 517]
